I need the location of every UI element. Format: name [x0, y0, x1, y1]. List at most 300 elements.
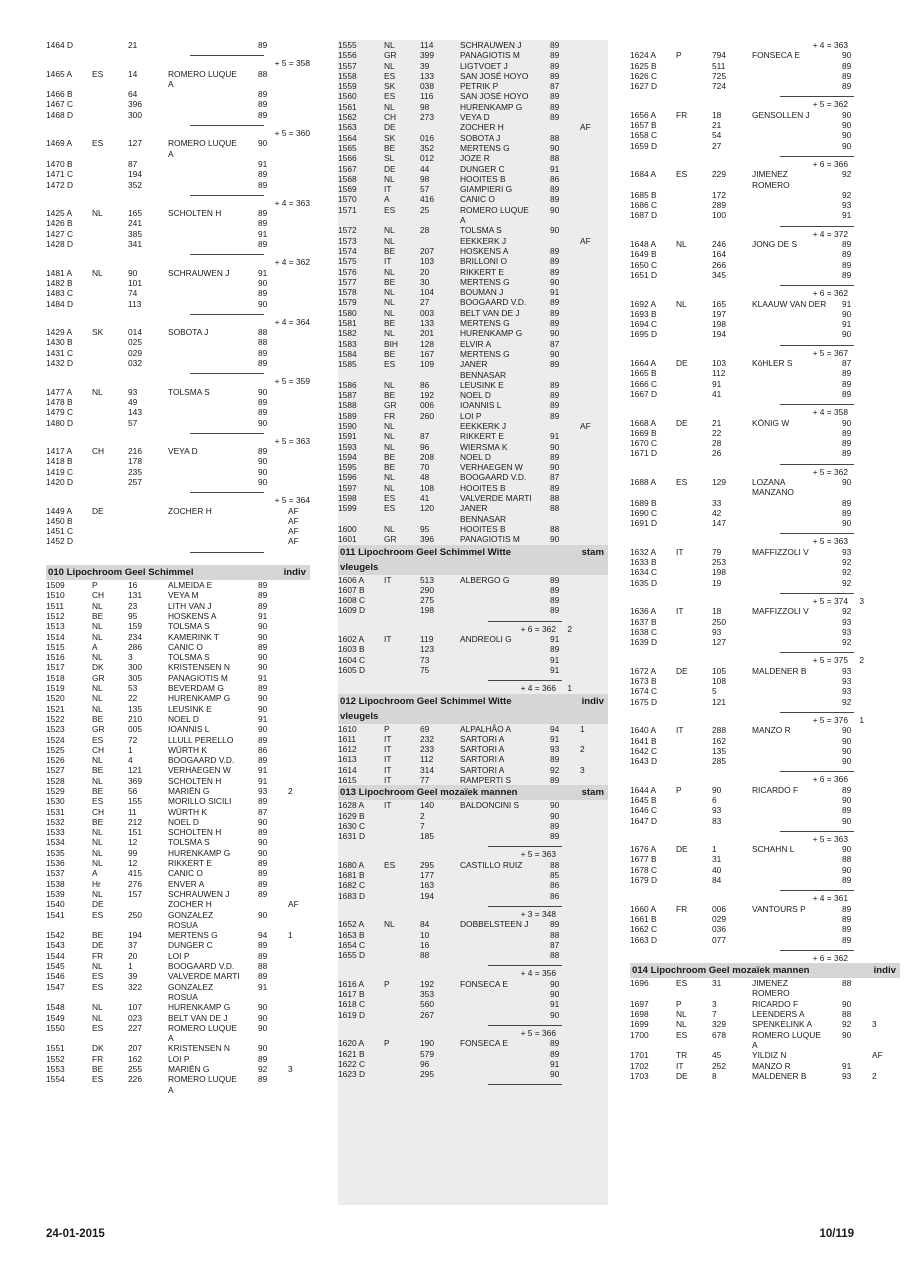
points: 89	[258, 971, 268, 982]
table-row	[630, 606, 900, 616]
points: 91	[550, 1058, 560, 1069]
entry-number: 227	[128, 1022, 142, 1033]
country: IT	[384, 574, 392, 585]
ring-number: 1638 C	[630, 626, 658, 637]
exhibitor-name: JONG DE S	[752, 239, 798, 250]
entry-number: 077	[712, 934, 726, 945]
points: 90	[258, 1022, 268, 1033]
table-row	[338, 71, 608, 81]
entry-number: 285	[712, 756, 726, 767]
stam-total: + 5 = 360	[274, 128, 310, 139]
ring-number: 1593	[338, 441, 357, 452]
points: 93	[842, 665, 852, 676]
country: DE	[384, 122, 396, 133]
country: P	[384, 1038, 390, 1049]
points: 89	[258, 641, 268, 652]
country: FR	[676, 903, 688, 914]
table-row	[46, 776, 310, 786]
exhibitor-name: DUNGER C	[460, 163, 505, 174]
country: NL	[92, 652, 103, 663]
exhibitor-name: TOLSMA S	[168, 652, 210, 663]
entry-number: 724	[712, 81, 726, 92]
stam-total: + 5 = 375	[812, 655, 848, 666]
country: NL	[92, 1002, 103, 1013]
exhibitor-name: A	[460, 215, 466, 226]
exhibitor-name: MORILLO SICILI	[168, 796, 232, 807]
stam-total: + 5 = 374	[812, 595, 848, 606]
stam-total: + 6 = 362	[812, 288, 848, 299]
exhibitor-name: GONZALEZ	[168, 981, 214, 992]
entry-number: 212	[128, 816, 142, 827]
points: 87	[550, 81, 560, 92]
ring-number: 1547	[46, 981, 65, 992]
entry-number: 164	[712, 249, 726, 260]
ring-number: 1478 B	[46, 396, 73, 407]
table-row	[630, 180, 900, 190]
table-row	[46, 992, 310, 1002]
ring-number: 1629 B	[338, 810, 365, 821]
table-row	[630, 81, 900, 91]
table-row	[46, 1043, 310, 1053]
country: NL	[92, 267, 103, 278]
ring-number: 1471 C	[46, 169, 74, 180]
exhibitor-name: TOLSMA S	[168, 621, 210, 632]
country: P	[676, 998, 682, 1009]
points: 89	[258, 683, 268, 694]
stam-total: + 4 = 362	[274, 257, 310, 268]
table-row	[338, 724, 608, 734]
points: 91	[550, 163, 560, 174]
table-row	[630, 110, 900, 120]
table-row	[630, 1071, 900, 1081]
table-row	[338, 164, 608, 174]
table-row	[338, 575, 608, 585]
country: NL	[384, 307, 395, 318]
ring-number: 1619 D	[338, 1009, 366, 1020]
table-row	[630, 785, 900, 795]
entry-number: 385	[128, 228, 142, 239]
table-row	[630, 477, 900, 487]
class-header	[630, 963, 900, 978]
ring-number: 1665 B	[630, 368, 657, 379]
subtotal-separator	[338, 675, 608, 683]
points: 92	[258, 1064, 268, 1075]
entry-number: 197	[712, 308, 726, 319]
ring-number: 1573	[338, 235, 357, 246]
ring-number: 1677 B	[630, 854, 657, 865]
exhibitor-name: ZOCHER H	[168, 505, 212, 516]
table-row	[338, 665, 608, 675]
table-row	[338, 246, 608, 256]
entry-number: 54	[712, 130, 722, 141]
points: 90	[842, 756, 852, 767]
points: 89	[842, 507, 852, 518]
entry-number: 72	[128, 734, 138, 745]
exhibitor-name: MERTENS G	[460, 276, 510, 287]
rank: 3	[288, 1064, 293, 1075]
ring-number: 1568	[338, 173, 357, 184]
entry-number: 155	[128, 796, 142, 807]
ring-number: 1658 C	[630, 130, 658, 141]
table-row	[338, 143, 608, 153]
points: 90	[550, 328, 560, 339]
country: ES	[92, 68, 104, 79]
stam-total-row	[46, 128, 310, 138]
stam-total: + 5 = 364	[274, 495, 310, 506]
table-row	[46, 1085, 310, 1095]
ring-number: 1624 A	[630, 50, 657, 61]
entry-number: 27	[420, 297, 430, 308]
entry-number: 83	[712, 815, 722, 826]
class-header	[46, 565, 310, 580]
table-row	[338, 380, 608, 390]
ring-number: 1525	[46, 744, 65, 755]
country: P	[676, 50, 682, 61]
country: NL	[92, 631, 103, 642]
table-row	[338, 765, 608, 775]
ring-number: 1589	[338, 410, 357, 421]
stam-total: + 5 = 362	[812, 466, 848, 477]
entry-number: 192	[420, 978, 434, 989]
ring-number: 1572	[338, 225, 357, 236]
ring-number: 1531	[46, 806, 65, 817]
entry-number: 25	[420, 204, 430, 215]
points: 91	[258, 267, 268, 278]
points: 90	[258, 693, 268, 704]
exhibitor-name: RIKKERT E	[460, 266, 504, 277]
points: 90	[842, 735, 852, 746]
exhibitor-name: ROMERO LUQUE	[168, 1022, 237, 1033]
country: ES	[384, 503, 396, 514]
ring-number: 1464 D	[46, 40, 74, 50]
table-row	[630, 120, 900, 130]
points: 89	[550, 482, 560, 493]
ring-number: 1590	[338, 420, 357, 431]
exhibitor-name: HOOITES B	[460, 523, 506, 534]
exhibitor-name: TOLSMA S	[168, 837, 210, 848]
stam-total-row	[630, 40, 900, 50]
ring-number: 1609 D	[338, 605, 366, 616]
country: P	[384, 723, 390, 734]
exhibitor-name: MERTENS G	[460, 348, 510, 359]
entry-number: 295	[420, 1069, 434, 1080]
points: 90	[842, 120, 852, 131]
entry-number: 123	[420, 644, 434, 655]
ring-number: 1621 B	[338, 1048, 365, 1059]
table-row	[338, 754, 608, 764]
ring-number: 1480 D	[46, 417, 74, 428]
stam-total-row	[338, 909, 608, 919]
entry-number: 95	[420, 523, 430, 534]
stam-total: + 5 = 358	[274, 58, 310, 69]
table-row	[630, 200, 900, 210]
entry-number: 1	[712, 844, 717, 855]
separator-line	[780, 593, 854, 594]
class-title: 014 Lipochroom Geel mozaïek mannen	[632, 965, 810, 977]
subtotal-separator	[46, 249, 310, 257]
stam-total: + 4 = 361	[812, 893, 848, 904]
table-row	[46, 786, 310, 796]
points: 89	[550, 297, 560, 308]
points: 90	[258, 386, 268, 397]
table-row	[338, 267, 608, 277]
entry-number: 86	[420, 379, 430, 390]
rank: AF	[580, 420, 591, 431]
ring-number: 1636 A	[630, 606, 657, 617]
country: NL	[384, 919, 395, 930]
country: A	[384, 194, 390, 205]
table-row	[338, 174, 608, 184]
entry-number: 105	[712, 665, 726, 676]
ring-number: 1588	[338, 400, 357, 411]
country: CH	[92, 590, 105, 601]
rank: 1	[580, 723, 585, 734]
country: NL	[92, 693, 103, 704]
table-row	[630, 239, 900, 249]
separator-line	[780, 285, 854, 286]
results-column-3	[630, 40, 900, 1081]
table-row	[338, 122, 608, 132]
entry-number: 257	[128, 476, 142, 487]
exhibitor-name: SCHOLTEN H	[168, 208, 222, 219]
table-row	[46, 288, 310, 298]
country: GR	[384, 534, 397, 545]
ring-number: 1544	[46, 950, 65, 961]
exhibitor-name: HURENKAMP G	[460, 328, 523, 339]
table-row	[630, 567, 900, 577]
table-row	[338, 411, 608, 421]
ring-number: 1449 A	[46, 505, 73, 516]
ring-number: 1554	[46, 1074, 65, 1085]
exhibitor-name: SARTORI A	[460, 744, 505, 755]
ring-number: 1465 A	[46, 68, 73, 79]
entry-number: 21	[712, 417, 722, 428]
table-row	[630, 557, 900, 567]
table-row	[46, 268, 310, 278]
stam-total: + 4 = 372	[812, 228, 848, 239]
country: BE	[384, 348, 396, 359]
table-row	[46, 407, 310, 417]
entry-number: 266	[712, 259, 726, 270]
rank: 1	[288, 930, 293, 941]
points: 90	[550, 800, 560, 811]
ring-number: 1569	[338, 184, 357, 195]
points: 90	[842, 109, 852, 120]
exhibitor-name: FONSECA E	[460, 978, 508, 989]
ring-number: 1685 B	[630, 189, 657, 200]
exhibitor-name: RIKKERT E	[168, 858, 212, 869]
stam-total-row	[46, 436, 310, 446]
exhibitor-name: NOEL D	[168, 713, 199, 724]
entry-number: 21	[712, 120, 722, 131]
country: NL	[384, 441, 395, 452]
rank: AF	[580, 235, 591, 246]
exhibitor-name: A	[168, 78, 174, 89]
points: 89	[550, 1048, 560, 1059]
table-row	[46, 1013, 310, 1023]
points: 89	[550, 266, 560, 277]
ring-number: 1622 C	[338, 1058, 366, 1069]
entry-number: 10	[420, 929, 430, 940]
entry-number: 42	[712, 507, 722, 518]
exhibitor-name: GONZALEZ	[168, 909, 214, 920]
points: 88	[258, 68, 268, 79]
ring-number: 1611	[338, 733, 357, 744]
ring-number: 1668 A	[630, 417, 657, 428]
country: DE	[676, 358, 688, 369]
exhibitor-name: BENNASAR	[460, 369, 507, 380]
country: FR	[92, 1053, 104, 1064]
exhibitor-name: SCHAHN L	[752, 844, 795, 855]
table-row	[46, 467, 310, 477]
table-row	[46, 961, 310, 971]
points: 89	[258, 179, 268, 190]
points: 89	[842, 427, 852, 438]
table-row	[46, 516, 310, 526]
points: 89	[258, 218, 268, 229]
exhibitor-name: FONSECA E	[460, 1038, 508, 1049]
entry-number: 295	[420, 859, 434, 870]
country: NL	[384, 287, 395, 298]
stam-total-row	[46, 198, 310, 208]
entry-number: 1	[128, 744, 133, 755]
table-row	[46, 982, 310, 992]
exhibitor-name: CANIC O	[168, 868, 203, 879]
points: 89	[550, 775, 560, 785]
country: NL	[92, 1012, 103, 1023]
entry-number: 273	[420, 112, 434, 123]
table-row	[46, 180, 310, 190]
ring-number: 1596	[338, 472, 357, 483]
entry-number: 120	[420, 503, 434, 514]
ring-number: 1585	[338, 359, 357, 370]
country: NL	[384, 523, 395, 534]
country: CH	[92, 446, 105, 457]
ring-number: 1687 D	[630, 210, 658, 221]
stam-total: + 4 = 363	[812, 40, 848, 50]
entry-number: 416	[420, 194, 434, 205]
entry-number: 352	[128, 179, 142, 190]
ring-number: 1647 D	[630, 815, 658, 826]
exhibitor-name: MAFFIZZOLI V	[752, 606, 809, 617]
country: NL	[384, 420, 395, 431]
exhibitor-name: LOI P	[168, 950, 190, 961]
subtotal-separator	[630, 151, 900, 159]
country: SK	[384, 132, 396, 143]
table-row	[46, 951, 310, 961]
stam-total-row	[338, 624, 608, 634]
points: 90	[258, 621, 268, 632]
entry-number: 112	[712, 368, 726, 379]
ring-number: 1467 C	[46, 99, 74, 110]
table-row	[630, 547, 900, 557]
exhibitor-name: MERTENS G	[460, 318, 510, 329]
separator-line	[190, 125, 264, 126]
exhibitor-name: JIMENEZ	[752, 978, 788, 989]
entry-number: 108	[420, 482, 434, 493]
points: 89	[258, 396, 268, 407]
points: 89	[550, 605, 560, 616]
entry-number: 210	[128, 713, 142, 724]
points: 92	[842, 1019, 852, 1030]
table-row	[630, 627, 900, 637]
entry-number: 260	[420, 410, 434, 421]
points: 88	[550, 132, 560, 143]
table-row	[46, 827, 310, 837]
ring-number: 1469 A	[46, 138, 73, 149]
points: 89	[550, 400, 560, 411]
entry-number: 162	[128, 1053, 142, 1064]
table-row	[630, 190, 900, 200]
country: NL	[92, 683, 103, 694]
table-row	[46, 337, 310, 347]
country: NL	[384, 266, 395, 277]
exhibitor-name: SCHRAUWEN J	[460, 40, 522, 50]
stam-total-row	[630, 348, 900, 358]
stam-total-row	[46, 257, 310, 267]
separator-line	[488, 680, 562, 681]
table-row	[338, 800, 608, 810]
entry-number: 95	[128, 610, 138, 621]
points: 89	[550, 60, 560, 71]
entry-number: 241	[128, 218, 142, 229]
points: 89	[258, 208, 268, 219]
table-row	[338, 102, 608, 112]
exhibitor-name: TOLSMA S	[460, 225, 502, 236]
subtotal-separator	[630, 221, 900, 229]
table-row	[630, 578, 900, 588]
subtotal-separator	[630, 280, 900, 288]
table-row	[630, 666, 900, 676]
points: 89	[258, 109, 268, 120]
country: BE	[92, 816, 104, 827]
separator-line	[780, 96, 854, 97]
table-row	[338, 503, 608, 513]
country: IT	[384, 754, 392, 765]
separator-line	[488, 1084, 562, 1085]
country: NL	[384, 328, 395, 339]
separator-line	[780, 404, 854, 405]
entry-number: 77	[420, 775, 430, 785]
country: NL	[92, 775, 103, 786]
country: ES	[92, 138, 104, 149]
points: 91	[258, 228, 268, 239]
points: 91	[550, 287, 560, 298]
stam-total-row	[630, 893, 900, 903]
subtotal-separator	[630, 459, 900, 467]
country: ES	[92, 734, 104, 745]
ring-number: 1606 A	[338, 574, 365, 585]
table-row	[338, 979, 608, 989]
ring-number: 1557	[338, 60, 357, 71]
stam-total: + 3 = 348	[520, 908, 556, 919]
points: 86	[550, 890, 560, 901]
ring-number: 1614	[338, 764, 357, 775]
exhibitor-name: IOANNIS L	[460, 400, 502, 411]
table-row	[630, 61, 900, 71]
table-row	[46, 724, 310, 734]
ring-number: 1675 D	[630, 696, 658, 707]
stam-rank: 1	[567, 683, 572, 694]
class-title: 012 Lipochroom Geel Schimmel Witte	[340, 695, 512, 707]
country: IT	[384, 764, 392, 775]
ring-number: 1528	[46, 775, 65, 786]
table-row	[630, 299, 900, 309]
country: DE	[92, 899, 104, 910]
ring-number: 1681 B	[338, 870, 365, 881]
points: 89	[550, 574, 560, 585]
stam-rank: 1	[859, 714, 864, 725]
